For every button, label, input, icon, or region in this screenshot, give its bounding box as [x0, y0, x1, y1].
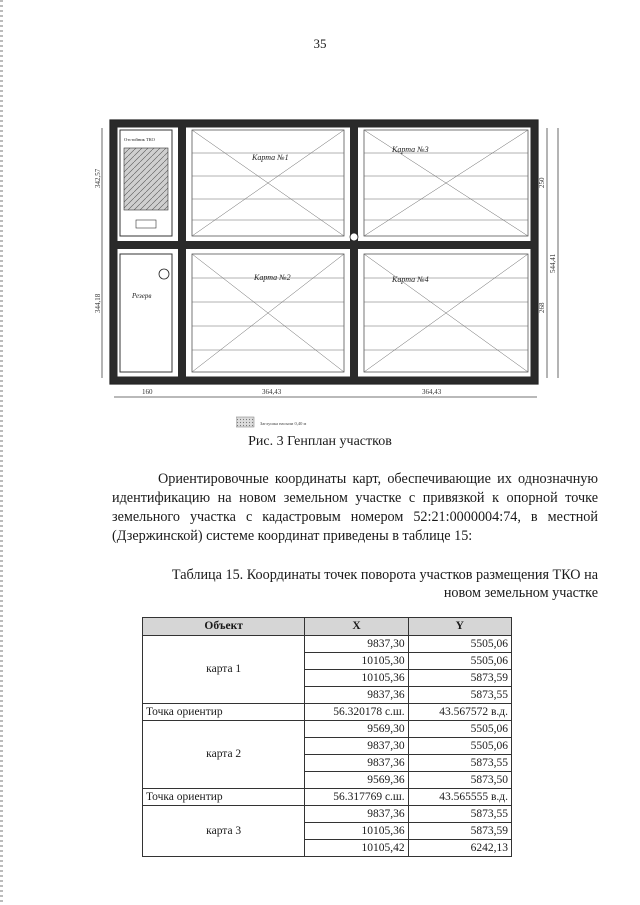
dim-bottom-a: 160 — [142, 388, 153, 396]
cell-y: 5873,59 — [408, 823, 511, 840]
header-y: Y — [408, 618, 511, 636]
cell-x: 9837,30 — [305, 636, 408, 653]
reference-point-2: Точка ориентир — [143, 789, 305, 806]
object-card-2: карта 2 — [143, 721, 305, 789]
page-number: 35 — [313, 36, 327, 51]
cell-x: 9569,36 — [305, 772, 408, 789]
cell-y: 43.565555 в.д. — [408, 789, 511, 806]
cell-x: 10105,36 — [305, 823, 408, 840]
plot-1 — [192, 130, 344, 236]
cell-y: 5505,06 — [408, 721, 511, 738]
cell-y: 5873,55 — [408, 806, 511, 823]
table-row — [143, 636, 512, 653]
plot-3 — [364, 130, 528, 236]
cell-x: 9837,36 — [305, 687, 408, 704]
plot-2 — [192, 254, 344, 372]
plan-legend — [236, 415, 396, 431]
cell-y: 5873,55 — [408, 687, 511, 704]
cell-x: 9837,30 — [305, 738, 408, 755]
cell-x: 9837,36 — [305, 755, 408, 772]
cell-y: 5873,50 — [408, 772, 511, 789]
header-x: X — [305, 618, 408, 636]
cell-x: 56.317769 с.ш. — [305, 789, 408, 806]
dim-right-top: 250 — [538, 177, 546, 188]
table-row-reference — [143, 704, 512, 721]
cell-x: 10105,42 — [305, 840, 408, 857]
plot-1-label: Карта №1 — [252, 153, 289, 162]
dim-left-bottom: 344,18 — [94, 293, 102, 313]
plot-3-label: Карта №3 — [392, 145, 429, 154]
cell-y: 5505,06 — [408, 653, 511, 670]
dim-left-top: 342,57 — [94, 168, 102, 188]
cell-y: 5505,06 — [408, 636, 511, 653]
figure-caption: Рис. 3 Генплан участков — [248, 434, 392, 449]
body-paragraph: Ориентировочные координаты карт, обеспечивающие их однозначную идентификацию на новом земельном участке с привязкой к опорной точке земельного участка с кадастровым номером 52:21:0000004:74, в местной (Дзержинской) системе координат приведены в таблице 15: — [112, 471, 598, 544]
reference-point-1: Точка ориентир — [143, 704, 305, 721]
table-row-reference — [143, 789, 512, 806]
cell-y: 5873,59 — [408, 670, 511, 687]
cell-y: 5505,06 — [408, 738, 511, 755]
cell-y: 5873,55 — [408, 755, 511, 772]
scan-edge — [0, 0, 3, 905]
plot-4-label: Карта №4 — [392, 275, 429, 284]
plot-4 — [364, 254, 528, 372]
reserve-label: Резерв — [132, 292, 152, 300]
table-row — [143, 721, 512, 738]
cell-y: 6242,13 — [408, 840, 511, 857]
table-row — [143, 806, 512, 823]
dim-bottom-c: 364,43 — [422, 388, 442, 396]
dim-bottom-b: 364,43 — [262, 388, 282, 396]
table-title-line1: Таблица 15. Координаты точек поворота участков размещения ТКО на — [171, 567, 598, 583]
object-card-3: карта 3 — [143, 806, 305, 857]
cell-x: 9569,30 — [305, 721, 408, 738]
table-header-row — [143, 618, 512, 636]
cell-y: 43.567572 в.д. — [408, 704, 511, 721]
dim-right-total: 544,41 — [549, 253, 557, 273]
table-title-line2: новом земельном участке — [443, 585, 598, 601]
cell-x: 10105,36 — [305, 670, 408, 687]
header-object: Объект — [143, 618, 305, 636]
plot-2-label: Карта №2 — [254, 273, 291, 282]
coordinates-table — [142, 617, 512, 857]
cell-x: 56.320178 с.ш. — [305, 704, 408, 721]
legend-text: Заглушка насыпи 0,40 м — [260, 421, 307, 426]
table-title — [118, 566, 598, 602]
cell-x: 10105,30 — [305, 653, 408, 670]
site-plan — [92, 108, 562, 408]
dim-right-bottom: 268 — [538, 302, 546, 313]
object-card-1: карта 1 — [143, 636, 305, 704]
cell-x: 9837,36 — [305, 806, 408, 823]
building-label: Отстойник ТКО — [124, 137, 155, 142]
